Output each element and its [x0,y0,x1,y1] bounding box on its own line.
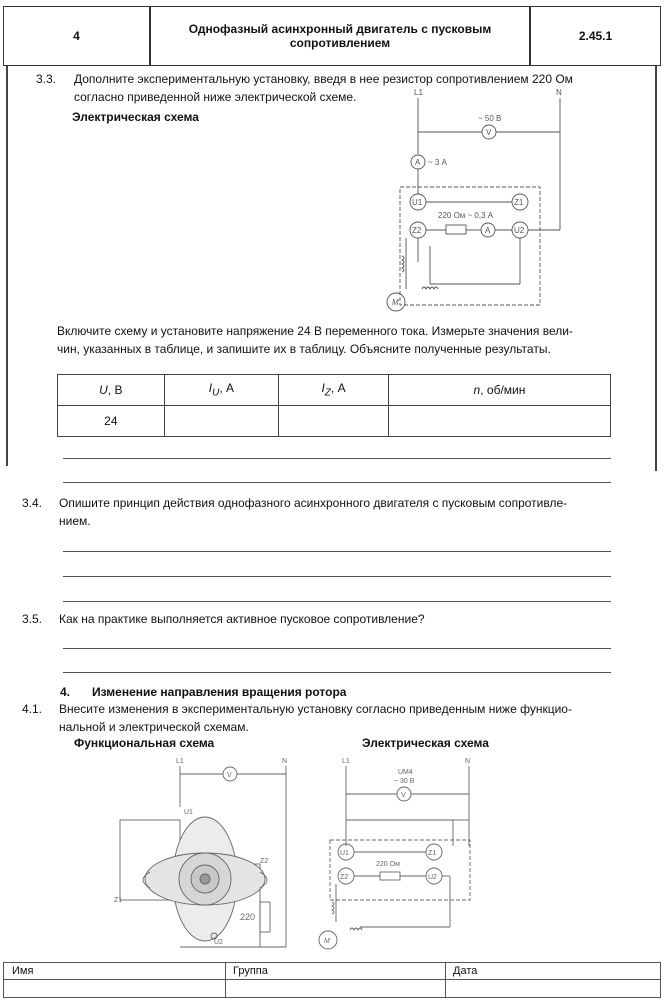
label-l1: L1 [342,758,350,765]
instructions-line2: чин, указанных в таблице, и запишите их в таблицу. Объясните полученные результаты. [57,342,551,356]
resistor-label: 220 Ом ~ 0,3 А [438,211,494,220]
page-title-line2: сопротивлением [289,36,391,50]
terminal-z2: Z2 [340,874,349,881]
item-4-1-text-line1: Внесите изменения в экспериментальную установку согласно приведенным ниже функцио- [59,702,572,716]
label-n: N [556,88,562,97]
page-footer [3,962,661,998]
page-title-line1: Однофазный асинхронный двигатель с пусковым [188,22,492,36]
table-row [58,406,611,437]
group-field[interactable] [228,981,442,995]
voltage-label: ~ 30 В [394,778,415,785]
header-current-u: $I_U$, А [164,375,278,406]
item-number-3-5: 3.5. [22,612,43,626]
terminal-u1: U1 [184,809,193,816]
item-3-3-text-line2: согласно приведенной ниже электрической схеме. [74,90,357,104]
voltage-label: ~ 50 В [478,114,502,123]
footer-date-label: Дата [453,965,478,977]
footer-group-label: Группа [233,965,268,977]
document-code: 2.45.1 [578,29,613,43]
footer-name-label: Имя [12,965,34,977]
answer-line[interactable] [63,482,611,483]
item-3-4-text-line1: Опишите принцип действия однофазного асинхронного двигателя с пусковым сопротивле- [59,496,568,510]
voltmeter-symbol: V [401,792,406,799]
terminal-u2: U2 [514,226,525,235]
label-n: N [282,758,288,765]
item-3-4-text-line2: нием. [59,514,91,528]
date-field[interactable] [448,981,658,995]
voltmeter-symbol: V [227,772,232,779]
motor-symbol: M [392,298,399,307]
terminal-u1: U1 [412,198,423,207]
item-3-3-text-line1: Дополните экспериментальную установку, введя в нее резистор сопротивлением 220 Ом [74,72,573,86]
answer-line[interactable] [63,648,611,649]
table-header-row [58,375,611,406]
answer-line[interactable] [63,601,611,602]
answer-line[interactable] [63,576,611,577]
terminal-u1: U1 [340,850,349,857]
source-label: UM4 [398,769,413,776]
ammeter-label: ~ 3 А [428,158,447,167]
instructions-line1: Включите схему и установите напряжение 24 В переменного тока. Измерьте значения вели- [57,324,573,338]
terminal-z2: Z2 [260,858,269,865]
label-l1: L1 [414,88,423,97]
terminal-z1: Z1 [428,850,437,857]
ammeter-symbol: A [415,158,421,167]
label-l1: L1 [176,758,184,765]
page-title [151,7,529,65]
electrical-schematic-1 [370,84,580,324]
schematic-title-2: Электрическая схема [362,736,489,750]
ammeter-2-symbol: A [485,226,491,235]
terminal-z2: Z2 [412,226,422,235]
answer-line[interactable] [63,458,611,459]
section-number: 4 [73,29,80,43]
header-speed: n, об/мин [388,375,610,406]
cell-speed[interactable] [388,406,610,437]
label-n: N [465,758,471,765]
header-current-z: $I_Z$, А [279,375,389,406]
functional-schematic [110,752,300,957]
header-voltage: U, В [58,375,165,406]
item-number-4-1: 4.1. [22,702,43,716]
schematic-title-1: Электрическая схема [72,110,199,124]
answer-line[interactable] [63,551,611,552]
terminal-u2: U2 [428,874,437,881]
motor-symbol: M [324,938,330,945]
terminal-u2: U2 [214,939,223,946]
measurement-table [57,374,611,437]
voltmeter-symbol: V [486,128,492,137]
terminal-z1: Z1 [514,198,524,207]
item-4-1-text-line2: нальной и электрической схемам. [59,720,249,734]
section-number-4: 4. [60,685,71,699]
electrical-schematic-2 [310,752,490,957]
item-number-3-3: 3.3. [36,72,57,86]
cell-voltage[interactable]: 24 [58,406,165,437]
item-number-3-4: 3.4. [22,496,43,510]
section-4-title: Изменение направления вращения ротора [92,685,347,699]
cell-current-z[interactable] [279,406,389,437]
answer-line[interactable] [63,672,611,673]
resistor-label: 220 Ом [376,861,400,868]
cell-current-u[interactable] [164,406,278,437]
resistor-value: 220 [240,912,256,922]
page-header [3,6,661,66]
terminal-z1: Z1 [114,897,123,904]
item-3-5-text: Как на практике выполняется активное пусковое сопротивление? [59,612,425,626]
name-field[interactable] [6,981,222,995]
functional-schematic-title: Функциональная схема [74,736,215,750]
